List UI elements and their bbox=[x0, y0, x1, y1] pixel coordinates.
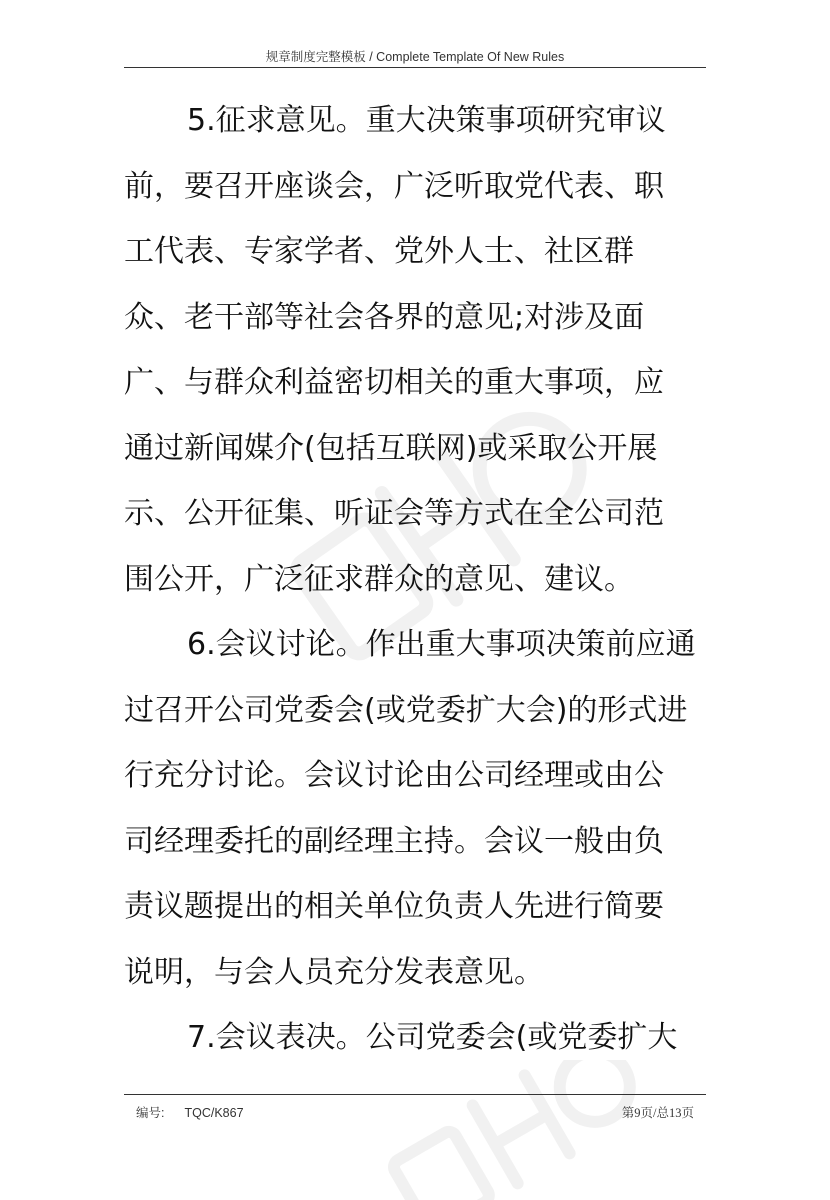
paragraph-line: 责议题提出的相关单位负责人先进行简要 bbox=[124, 889, 664, 924]
paragraph-line: 过召开公司党委会(或党委扩大会)的形式进 bbox=[124, 692, 688, 728]
paragraph-line: 通过新闻媒介(包括互联网)或采取公开展 bbox=[124, 430, 658, 466]
document-code-value: TQC/K867 bbox=[184, 1106, 244, 1120]
paragraph-line: 工代表、专家学者、党外人士、社区群 bbox=[124, 234, 634, 269]
footer-divider bbox=[124, 1094, 706, 1095]
paragraph-line: 6.会议讨论。作出重大事项决策前应通 bbox=[187, 627, 696, 662]
paragraph-line: 前，要召开座谈会，广泛听取党代表、职 bbox=[124, 168, 664, 204]
document-body bbox=[124, 88, 706, 1071]
paragraph-line: 围公开，广泛征求群众的意见、建议。 bbox=[124, 561, 634, 597]
paragraph-line: 7.会议表决。公司党委会(或党委扩大 bbox=[187, 1020, 678, 1055]
document-code-label: 编号: bbox=[136, 1106, 165, 1120]
paragraph-line: 5.征求意见。重大决策事项研究审议 bbox=[187, 103, 666, 138]
paragraph-line: 广、与群众利益密切相关的重大事项，应 bbox=[124, 365, 664, 400]
watermark-graphic-bottom bbox=[360, 1060, 660, 1200]
paragraph-line: 司经理委托的副经理主持。会议一般由负 bbox=[124, 823, 664, 859]
page-number: 第9页/总13页 bbox=[621, 1106, 694, 1120]
paragraph-line: 说明，与会人员充分发表意见。 bbox=[124, 954, 544, 990]
header-divider bbox=[124, 67, 706, 68]
page-header: 规章制度完整模板 / Complete Template Of New Rules bbox=[265, 50, 565, 64]
paragraph-line: 示、公开征集、听证会等方式在全公司范 bbox=[124, 496, 664, 531]
document-code bbox=[136, 1103, 244, 1121]
paragraph-line: 众、老干部等社会各界的意见;对涉及面 bbox=[124, 299, 645, 335]
paragraph-line: 行充分讨论。会议讨论由公司经理或由公 bbox=[124, 758, 664, 793]
